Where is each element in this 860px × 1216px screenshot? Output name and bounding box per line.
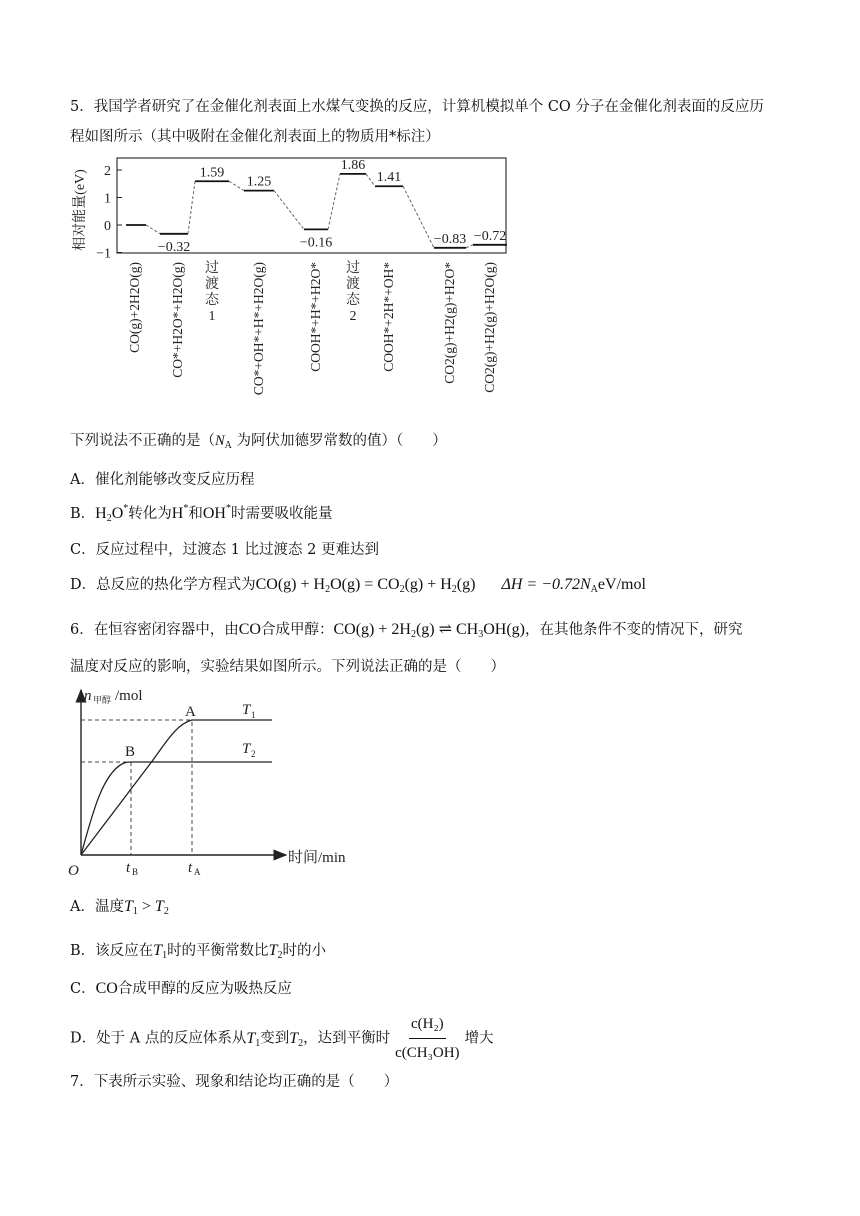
energy-category-label: COOH*+H*+H2O* — [308, 262, 323, 372]
q6-option-b-t2: $T_2$ — [268, 942, 283, 961]
q6-option-a-pre: A．温度 — [70, 899, 124, 915]
q6-option-b-mid: 时的平衡常数比 — [167, 943, 269, 959]
energy-value-label: 1.86 — [340, 157, 366, 173]
point-b-label: B — [125, 744, 136, 760]
t1-label-sub: 1 — [251, 710, 256, 720]
energy-value-label: 1.59 — [199, 165, 225, 181]
q5-formula-h-star: H* — [171, 503, 189, 522]
q7-line1: 7．下表所示实验、现象和结论均正确的是（ ） — [70, 1074, 399, 1090]
x-axis-label: 时间/min — [288, 850, 346, 866]
q6-option-b-post: 时的小 — [282, 943, 326, 959]
q6-option-d-mid: 变到 — [260, 1030, 290, 1047]
q5-delta-h: $\Delta H = -0.72N_AeV$/mol — [501, 576, 646, 595]
q6-option-d-t1: $T_1$ — [246, 1029, 261, 1049]
transition-state-label: 渡 — [346, 277, 360, 292]
q6-option-c-co: CO — [95, 980, 118, 997]
point-a-label: A — [185, 704, 196, 720]
q6-option-b-t1: $T_1$ — [153, 942, 168, 961]
q5-stem-post: 为阿伏加德罗常数的值）（ ） — [231, 433, 447, 449]
q5-option-b-post: 时需要吸收能量 — [230, 506, 333, 522]
q5-delta-h-unit: eV/mol — [597, 576, 646, 593]
q6-option-d-t2: $T_2$ — [289, 1029, 304, 1049]
transition-state-label: 2 — [349, 309, 357, 324]
q6-option-b — [70, 941, 326, 961]
q5-option-b-and: 和 — [188, 506, 203, 522]
transition-state-label: 过 — [205, 261, 219, 276]
transition-state-label: 渡 — [205, 277, 219, 292]
transition-state-label: 态 — [346, 293, 360, 308]
y-label-unit: /mol — [115, 688, 143, 704]
q6-option-d-mid2: ，达到平衡时 — [303, 1030, 391, 1047]
energy-category-label: CO*+H2O*+H2O(g) — [170, 262, 185, 378]
y-tick-label: 0 — [104, 219, 111, 234]
q5-line1: 5．我国学者研究了在金催化剂表面上水煤气变换的反应，计算机模拟单个 CO 分子在金催化剂表面的反应历 — [70, 99, 764, 115]
q6-option-d — [70, 1012, 494, 1065]
q5-stem-na-sub: A — [224, 440, 232, 451]
fraction-numerator: c(H₂) — [409, 1012, 446, 1039]
q5-formula-h2o-star: $H_2O^*$ — [95, 503, 129, 524]
energy-y-axis-label: 相对能量(eV) — [73, 169, 88, 251]
energy-category-label: CO2(g)+H2(g)+H2O(g) — [482, 262, 497, 393]
energy-value-label: −0.83 — [433, 231, 467, 247]
origin-label: O — [68, 863, 79, 879]
energy-category-label: CO*+OH*+H*+H2O(g) — [251, 262, 266, 396]
q6-option-b-pre: B．该反应在 — [70, 943, 154, 959]
fraction-denominator: c(CH₃OH) — [395, 1045, 460, 1061]
q6-line2: 温度对反应的影响，实验结果如图所示。下列说法正确的是（ ） — [70, 659, 505, 675]
energy-value-label: −0.32 — [157, 239, 191, 255]
tb-label: t — [126, 860, 131, 876]
q5-stem-na: N — [215, 433, 225, 449]
energy-category-label: COOH*+2H*+OH* — [381, 262, 396, 372]
ta-label: t — [188, 860, 193, 876]
q5-option-b-pre: B． — [70, 506, 96, 522]
y-label-sub: 甲醇 — [93, 695, 112, 705]
y-tick-label: 1 — [104, 191, 111, 207]
energy-value-label: −0.16 — [299, 235, 333, 251]
q6-option-d-fraction — [393, 1012, 461, 1065]
y-label-n: n — [84, 688, 92, 704]
t2-label: T — [242, 741, 251, 757]
energy-category-label: CO(g)+2H2O(g) — [127, 262, 142, 353]
q6-option-a — [70, 897, 169, 917]
q5-option-d-pre: D．总反应的热化学方程式为 — [70, 577, 256, 593]
q6-option-c-pre: C． — [70, 981, 96, 997]
energy-value-label: −0.72 — [473, 228, 507, 244]
q6-option-d-pre: D．处于 A 点的反应体系从 — [70, 1030, 247, 1047]
energy-category-label: CO2(g)+H2(g)+H2O* — [442, 262, 457, 384]
q5-line2: 程如图所示（其中吸附在金催化剂表面上的物质用*标注） — [70, 129, 440, 145]
q5-stem-pre: 下列说法不正确的是（ — [70, 433, 215, 449]
q5-total-equation: $CO(g) + H_2O(g) = CO_2(g) + H_2(g)$ — [255, 576, 476, 595]
q6-option-a-inequality: $T_1 > T_2$ — [123, 898, 169, 917]
transition-state-label: 过 — [346, 261, 360, 276]
q6-line1-post: ，在其他条件不变的情况下，研究 — [525, 622, 743, 638]
q5-formula-oh-star: OH* — [202, 503, 231, 522]
transition-state-label: 态 — [205, 293, 219, 308]
q5-option-b-mid: 转化为 — [128, 506, 172, 522]
q6-reaction-equation: $CO(g) + 2H_2(g)$ ⇌ $CH_3OH(g)$ — [333, 621, 525, 640]
q6-option-c-post: 合成甲醇的反应为吸热反应 — [117, 981, 292, 997]
tb-label-sub: B — [132, 867, 139, 877]
q6-formula-co: CO — [238, 621, 261, 638]
q6-option-c — [70, 979, 292, 999]
y-tick-label: −1 — [96, 246, 111, 262]
q6-option-d-post: 增大 — [464, 1030, 494, 1047]
q5-option-c: C．反应过程中，过渡态 1 比过渡态 2 更难达到 — [70, 542, 379, 558]
q6-line1-mid: 合成甲醇： — [260, 622, 334, 638]
y-tick-label: 2 — [104, 164, 111, 179]
energy-value-label: 1.25 — [246, 174, 272, 190]
q5-option-a: A．催化剂能够改变反应历程 — [70, 472, 255, 488]
transition-state-label: 1 — [208, 309, 216, 324]
energy-value-label: 1.41 — [376, 170, 402, 186]
curve-t2 — [81, 762, 272, 855]
ta-label-sub: A — [194, 867, 201, 877]
t2-label-sub: 2 — [251, 749, 256, 759]
t1-label: T — [242, 702, 251, 718]
q5-delta-h-value: ΔH = −0.72N — [501, 576, 591, 593]
q6-line1-pre: 6．在恒容密闭容器中，由 — [70, 622, 239, 638]
